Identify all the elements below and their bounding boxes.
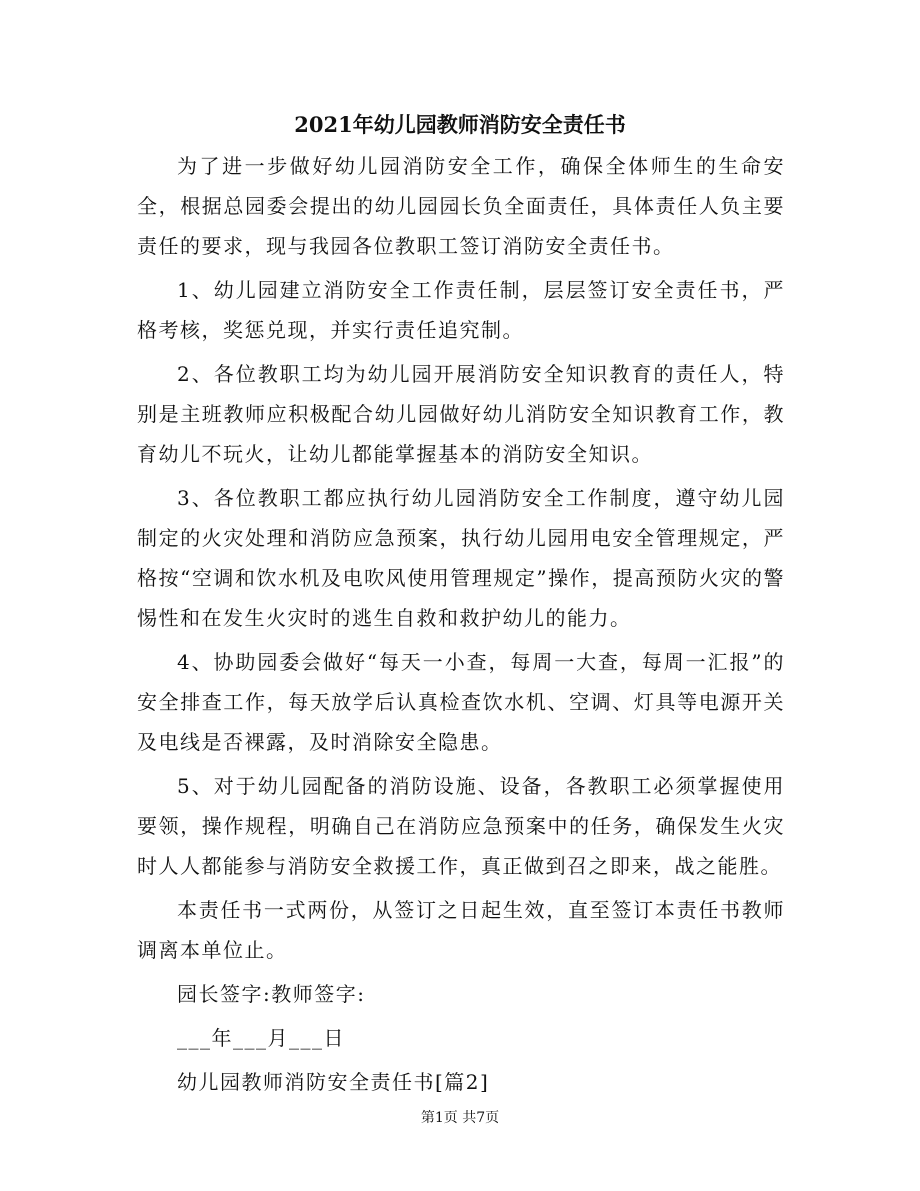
paragraph-validity: 本责任书一式两份，从签订之日起生效，直至签订本责任书教师调离本单位止。: [137, 898, 785, 962]
signature-line: 园长签字:教师签字:: [177, 982, 366, 1006]
next-section-title: 幼儿园教师消防安全责任书[篇2]: [177, 1070, 490, 1094]
paragraph-intro: 为了进一步做好幼儿园消防安全工作，确保全体师生的生命安全，根据总园委会提出的幼儿园园长负全面责任，具体责任人负主要责任的要求，现与我园各位教职工签订消防安全责任书。: [137, 154, 785, 258]
paragraph-item-2: 2、各位教职工均为幼儿园开展消防安全知识教育的责任人，特别是主班教师应积极配合幼儿园做好幼儿消防安全知识教育工作，教育幼儿不玩火，让幼儿都能掌握基本的消防安全知识。: [137, 362, 785, 466]
paragraph-item-3: 3、各位教职工都应执行幼儿园消防安全工作制度，遵守幼儿园制定的火灾处理和消防应急预案，执行幼儿园用电安全管理规定，严格按“空调和饮水机及电吹风使用管理规定”操作，提高预防火灾的警惕性和在发生火灾时的逃生自救和救护幼儿的能力。: [137, 486, 785, 630]
paragraph-item-1: 1、幼儿园建立消防安全工作责任制，层层签订安全责任书，严格考核，奖惩兑现，并实行责任追究制。: [137, 278, 785, 342]
paragraph-item-4: 4、协助园委会做好“每天一小查，每周一大查，每周一汇报”的安全排查工作，每天放学后认真检查饮水机、空调、灯具等电源开关及电线是否裸露，及时消除安全隐患。: [137, 650, 785, 754]
document-title: 2021年幼儿园教师消防安全责任书: [294, 112, 626, 137]
paragraph-item-5: 5、对于幼儿园配备的消防设施、设备，各教职工必须掌握使用要领，操作规程，明确自己在消防应急预案中的任务，确保发生火灾时人人都能参与消防安全救援工作，真正做到召之即来，战之能胜。: [137, 774, 785, 878]
document-body: [137, 146, 785, 1106]
page-footer: 第1页 共7页: [420, 1110, 500, 1126]
date-line: ___年___月___日: [177, 1026, 345, 1050]
